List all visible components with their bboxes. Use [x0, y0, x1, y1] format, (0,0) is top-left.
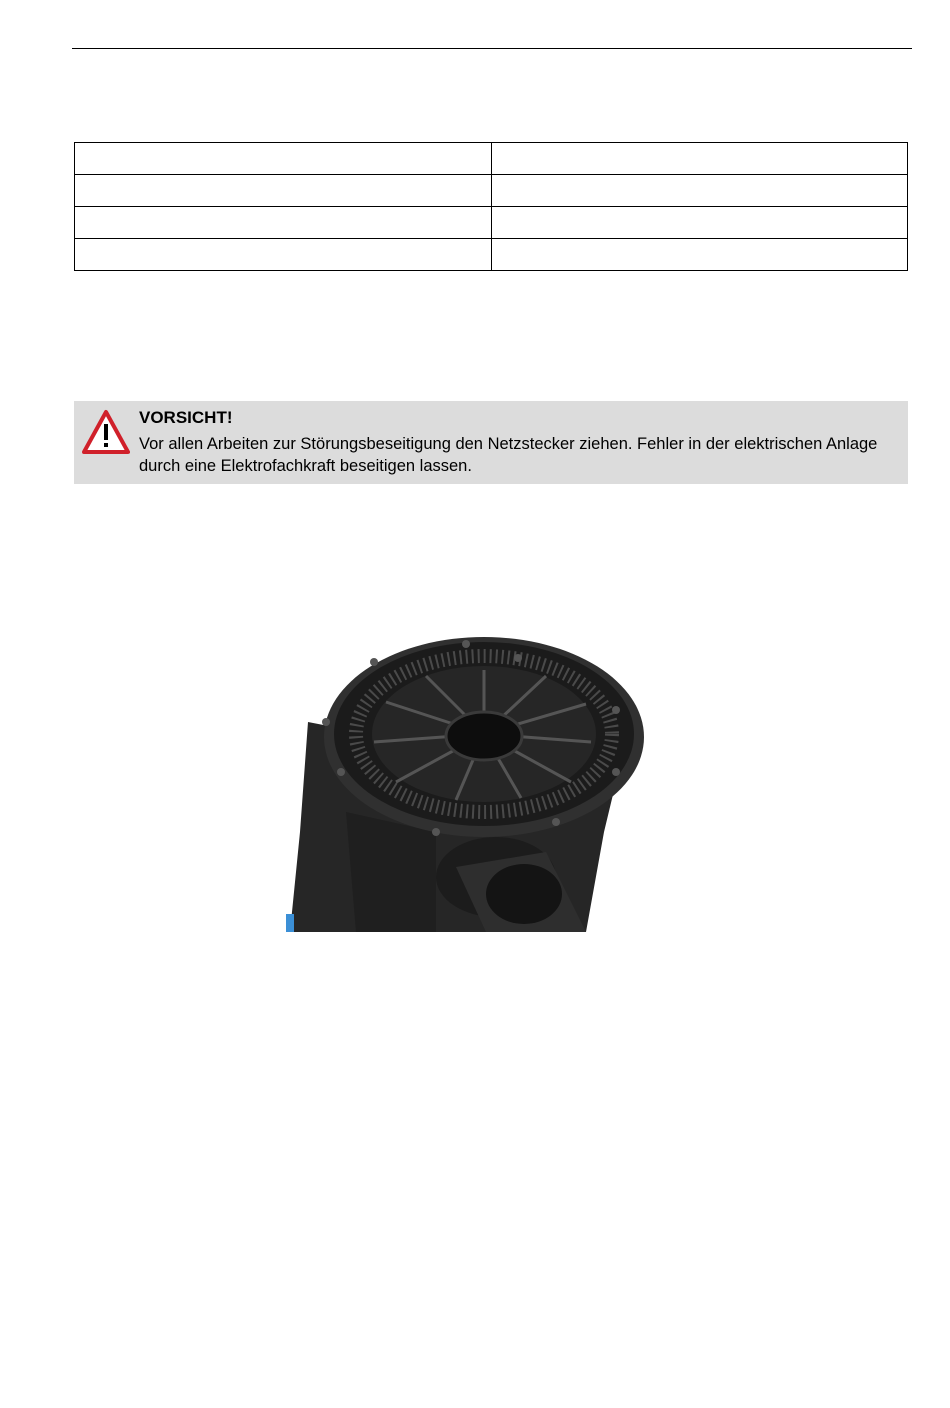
table-cell	[491, 143, 908, 175]
spec-table	[74, 142, 908, 271]
pump-motor-illustration	[286, 632, 646, 932]
table-cell	[491, 207, 908, 239]
table-cell	[75, 207, 492, 239]
warning-title: VORSICHT!	[139, 408, 233, 427]
table-cell	[75, 239, 492, 271]
table-row	[75, 175, 908, 207]
table-row	[75, 143, 908, 175]
table-cell	[491, 239, 908, 271]
warning-text: Vor allen Arbeiten zur Störungsbeseitigung den Netzstecker ziehen. Fehler in der elektrischen Anlage durch eine Elektrofachkraft beseitigen lassen.	[139, 435, 878, 475]
table-row	[75, 207, 908, 239]
warning-box	[74, 401, 908, 484]
warning-triangle-icon	[82, 409, 130, 455]
table-row	[75, 239, 908, 271]
table-cell	[75, 143, 492, 175]
table-cell	[75, 175, 492, 207]
table-cell	[491, 175, 908, 207]
header-rule	[72, 48, 912, 49]
